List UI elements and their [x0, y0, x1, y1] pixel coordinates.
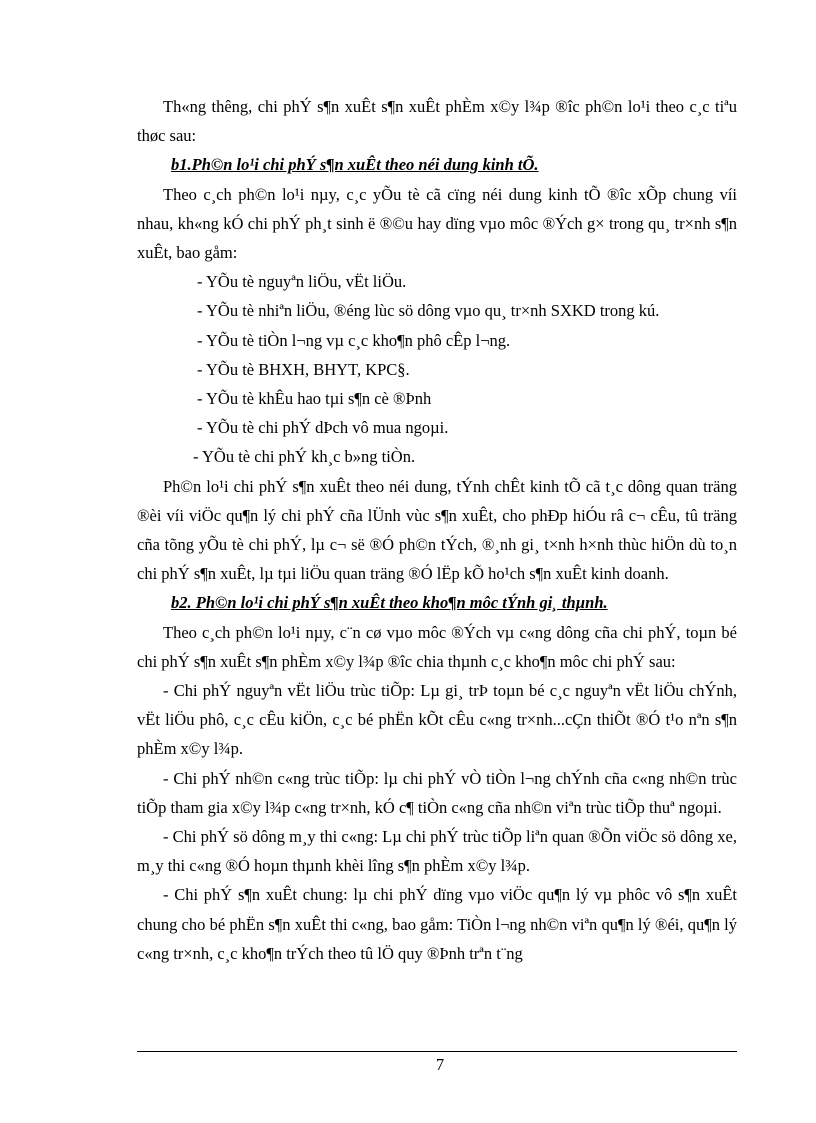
list-item: - YÕu tè nguyªn liÖu, vËt liÖu. [197, 272, 407, 292]
paragraph-direct-labor: - Chi phÝ nh©n c«ng trùc tiÕp: lµ chi phÝ vÒ tiÒn l¬ng chÝnh cña c«ng nh©n trùc tiÕp tham gia x©y l¾p c«ng tr×nh, kÓ c¶ tiÒn c«ng cña nh©n viªn trùc tiÕp thuª ngoµi. [137, 768, 737, 817]
list-item: - YÕu tè chi phÝ dÞch vô mua ngoµi. [197, 418, 449, 438]
list-item: - YÕu tè chi phÝ kh¸c b»ng tiÒn. [193, 447, 416, 467]
list-item: - YÕu tè khÊu hao tµi s¶n cè ®Þnh [197, 389, 432, 409]
paragraph-b1-summary: Ph©n lo¹i chi phÝ s¶n xuÊt theo néi dung, tÝnh chÊt kinh tÕ cã t¸c dông quan träng ®èi víi viÖc qu¶n lý chi phÝ cña lÜnh vùc s¶n xuÊt, cho phÐp hiÓu râ c¬ cÊu, tû träng cña tõng yÕu tè chi phÝ, lµ c¬ së ®Ó ph©n tÝch, ®¸nh gi¸ t×nh h×nh thùc hiÖn dù to¸n chi phÝ s¶n xuÊt, lµ tµi liÖu quan träng ®Ó lËp kÕ ho¹ch s¶n xuÊt kinh doanh. [137, 476, 737, 584]
list-item: - YÕu tè nhiªn liÖu, ®éng lùc sö dông vµo qu¸ tr×nh SXKD trong kú. [197, 301, 660, 321]
paragraph-b1-intro: Theo c¸ch ph©n lo¹i nµy, c¸c yÕu tè cã cïng néi dung kinh tÕ ®îc xÕp chung víi nhau, kh«ng kÓ chi phÝ ph¸t sinh ë ®©u hay dïng vµo môc ®Ých g× trong qu¸ tr×nh s¶n xuÊt, bao gåm: [137, 184, 737, 263]
list-item: - YÕu tè BHXH, BHYT, KPC§. [197, 359, 410, 379]
page-number: 7 [435, 1055, 445, 1074]
section-heading-b1: b1.Ph©n lo¹i chi phÝ s¶n xuÊt theo néi dung kinh tÕ. [171, 155, 539, 175]
paragraph-b2-intro: Theo c¸ch ph©n lo¹i nµy, c¨n cø vµo môc ®Ých vµ c«ng dông cña chi phÝ, toµn bé chi phÝ s¶n xuÊt s¶n phÈm x©y l¾p ®îc chia thµnh c¸c kho¶n môc chi phÝ sau: [137, 622, 737, 671]
list-item: - YÕu tè tiÒn l¬ng vµ c¸c kho¶n phô cÊp l¬ng. [197, 330, 511, 350]
page-body [137, 92, 737, 968]
paragraph-machine-costs: - Chi phÝ sö dông m¸y thi c«ng: Lµ chi phÝ trùc tiÕp liªn quan ®Õn viÖc sö dông xe, m¸y thi c«ng ®Ó hoµn thµnh khèi lîng s¶n phÈm x©y l¾p. [137, 827, 737, 876]
cost-element-list [137, 267, 737, 471]
section-heading-b2: b2. Ph©n lo¹i chi phÝ s¶n xuÊt theo kho¶n môc tÝnh gi¸ thµnh. [171, 593, 608, 613]
paragraph-overhead: - Chi phÝ s¶n xuÊt chung: lµ chi phÝ dïng vµo viÖc qu¶n lý vµ phôc vô s¶n xuÊt chung cho bé phËn s¶n xuÊt thi c«ng, bao gåm: TiÒn l¬ng nh©n viªn qu¶n lý ®éi, qu¶n lý c«ng tr×nh, c¸c kho¶n trÝch theo tû lÖ quy ®Þnh trªn t¨ng [137, 885, 737, 963]
intro-paragraph: Th«ng thêng, chi phÝ s¶n xuÊt s¶n xuÊt phÈm x©y l¾p ®îc ph©n lo¹i theo c¸c tiªu thøc sau: [137, 97, 737, 146]
footer-divider [137, 1051, 737, 1052]
paragraph-direct-materials: - Chi phÝ nguyªn vËt liÖu trùc tiÕp: Lµ gi¸ trÞ toµn bé c¸c nguyªn vËt liÖu chÝnh, vËt liÖu phô, c¸c cÊu kiÖn, c¸c bé phËn kÕt cÊu c«ng tr×nh...cÇn thiÕt ®Ó t¹o nªn s¶n phÈm x©y l¾p. [137, 681, 737, 759]
